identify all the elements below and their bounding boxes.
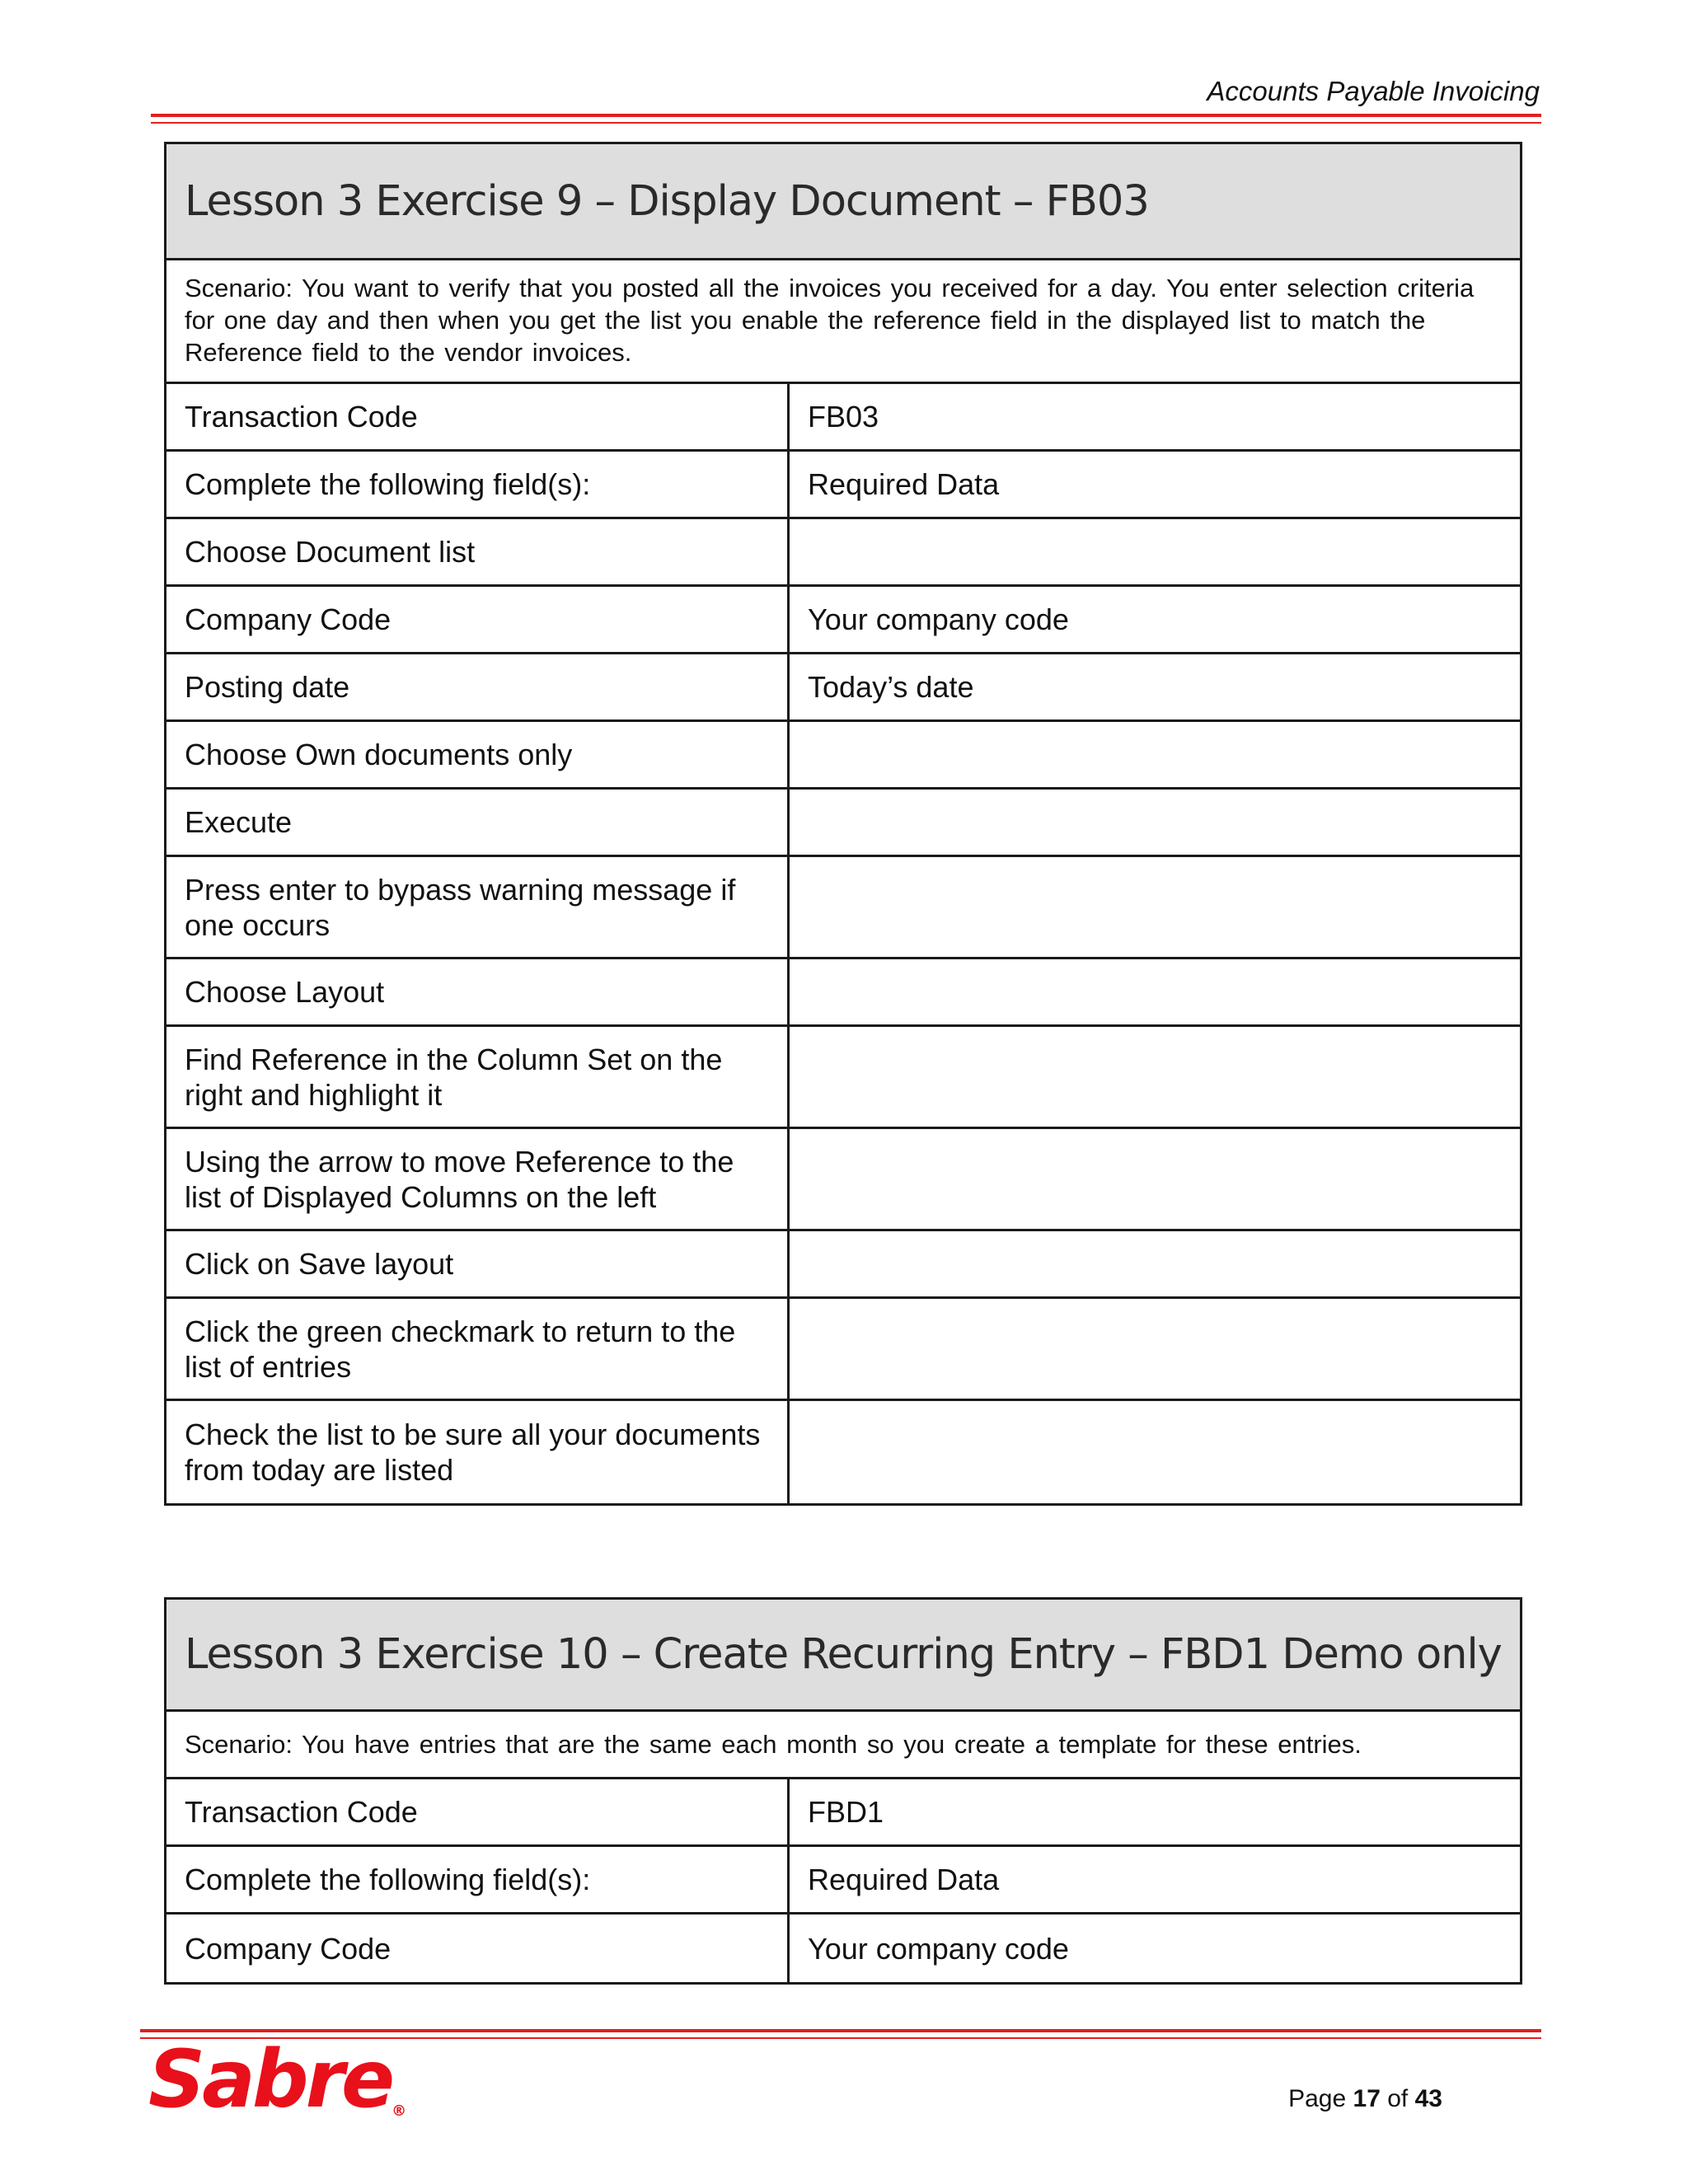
sabre-logo: Sabre® xyxy=(148,2033,407,2125)
exercise-9-row xyxy=(166,857,1520,959)
exercise-9-step-cell: Using the arrow to move Reference to the list of Displayed Columns on the left xyxy=(166,1129,790,1229)
exercise-9-table xyxy=(164,142,1522,1506)
exercise-9-row xyxy=(166,519,1520,587)
page-number: Page 17 of 43 xyxy=(1288,2085,1442,2112)
exercise-10-title: Lesson 3 Exercise 10 – Create Recurring Entry – FBD1 Demo only xyxy=(166,1600,1520,1712)
exercise-9-row xyxy=(166,1231,1520,1299)
exercise-9-data-cell: Today’s date xyxy=(808,670,974,704)
exercise-10-step-cell: Company Code xyxy=(166,1915,790,1982)
exercise-10-row xyxy=(166,1779,1520,1847)
exercise-9-step-cell: Click on Save layout xyxy=(166,1231,790,1296)
exercise-9-row xyxy=(166,790,1520,857)
exercise-9-title: Lesson 3 Exercise 9 – Display Document – FB03 xyxy=(166,144,1520,260)
exercise-10-data-cell: Required Data xyxy=(808,1863,1000,1896)
exercise-10-rows xyxy=(166,1779,1520,1982)
exercise-10-row xyxy=(166,1915,1520,1982)
exercise-9-row xyxy=(166,722,1520,790)
exercise-9-step-cell: Complete the following field(s): xyxy=(166,452,790,517)
footer-rule xyxy=(140,2029,1541,2032)
exercise-9-data-cell: FB03 xyxy=(808,400,879,434)
exercise-10-step-cell: Complete the following field(s): xyxy=(166,1847,790,1912)
exercise-9-data-cell xyxy=(790,1027,1520,1127)
header-rule-thin xyxy=(151,122,1541,124)
exercise-10-table xyxy=(164,1597,1522,1985)
exercise-9-step-cell: Check the list to be sure all your documents from today are listed xyxy=(166,1401,790,1503)
exercise-9-data-cell xyxy=(790,1129,1520,1229)
exercise-9-step-cell: Execute xyxy=(166,790,790,855)
exercise-9-row xyxy=(166,1027,1520,1129)
exercise-9-step-cell: Click the green checkmark to return to the list of entries xyxy=(166,1299,790,1399)
exercise-9-row xyxy=(166,452,1520,519)
exercise-9-scenario: Scenario: You want to verify that you posted all the invoices you received for a day. You enter selection criteria for one day and then when you get the list you enable the reference field in the displayed list to match the Reference field to the vendor invoices. xyxy=(166,260,1520,384)
exercise-9-step-cell: Find Reference in the Column Set on the right and highlight it xyxy=(166,1027,790,1127)
exercise-9-data-cell xyxy=(790,857,1520,957)
exercise-10-row xyxy=(166,1847,1520,1915)
exercise-9-data-cell: Your company code xyxy=(808,602,1069,636)
exercise-10-scenario: Scenario: You have entries that are the same each month so you create a template for these entries. xyxy=(166,1712,1520,1779)
exercise-10-step-cell: Transaction Code xyxy=(166,1779,790,1844)
exercise-9-row xyxy=(166,959,1520,1027)
exercise-9-data-cell xyxy=(790,519,1520,584)
exercise-9-row xyxy=(166,1129,1520,1231)
exercise-9-data-cell xyxy=(790,1231,1520,1296)
exercise-9-data-cell xyxy=(790,790,1520,855)
exercise-9-step-cell: Posting date xyxy=(166,654,790,719)
exercise-9-data-cell xyxy=(790,1401,1520,1503)
document-header-title: Accounts Payable Invoicing xyxy=(1207,76,1540,106)
exercise-9-row xyxy=(166,654,1520,722)
exercise-9-step-cell: Choose Own documents only xyxy=(166,722,790,787)
exercise-9-data-cell xyxy=(790,959,1520,1024)
exercise-9-row xyxy=(166,384,1520,452)
exercise-9-step-cell: Choose Document list xyxy=(166,519,790,584)
exercise-9-rows xyxy=(166,384,1520,1503)
exercise-9-data-cell xyxy=(790,722,1520,787)
exercise-9-step-cell: Company Code xyxy=(166,587,790,652)
exercise-9-data-cell: Required Data xyxy=(808,467,1000,501)
exercise-10-data-cell: Your company code xyxy=(808,1931,1069,1966)
exercise-9-step-cell: Choose Layout xyxy=(166,959,790,1024)
exercise-9-row xyxy=(166,587,1520,654)
exercise-10-data-cell: FBD1 xyxy=(808,1795,884,1829)
exercise-9-row xyxy=(166,1401,1520,1503)
exercise-9-data-cell xyxy=(790,1299,1520,1399)
exercise-9-step-cell: Transaction Code xyxy=(166,384,790,449)
header-rule xyxy=(151,114,1541,117)
exercise-9-row xyxy=(166,1299,1520,1401)
exercise-9-step-cell: Press enter to bypass warning message if one occurs xyxy=(166,857,790,957)
